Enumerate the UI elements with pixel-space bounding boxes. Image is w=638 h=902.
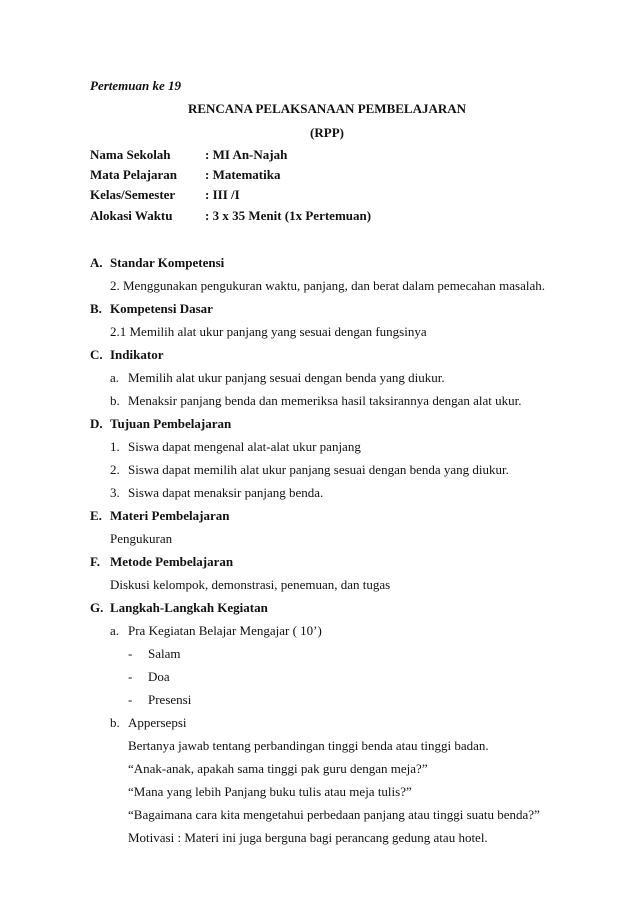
section-g-sub-a-marker: a. (110, 623, 120, 638)
apperception-line: Bertanya jawab tentang perbandingan tinggi benda atau tinggi badan. (128, 738, 489, 753)
section-d-letter: D. (90, 416, 103, 431)
document-subtitle-text: (RPP) (310, 125, 344, 140)
apperception-line: “Mana yang lebih Panjang buku tulis atau meja tulis?” (128, 784, 412, 799)
section-e-title: Materi Pembelajaran (110, 508, 230, 523)
section-f-text: Diskusi kelompok, demonstrasi, penemuan, dan tugas (110, 577, 391, 592)
section-c-item-text: Memilih alat ukur panjang sesuai dengan benda yang diukur. (128, 370, 445, 385)
apperception-line: Motivasi : Materi ini juga berguna bagi perancang gedung atau hotel. (128, 830, 488, 845)
section-d-item-marker: 1. (110, 439, 120, 454)
list-dash: - (128, 692, 133, 707)
info-label-school: Nama Sekolah (90, 147, 171, 162)
section-c-item-marker: b. (110, 393, 120, 408)
section-a-text: 2. Menggunakan pengukuran waktu, panjang, dan berat dalam pemecahan masalah. (110, 278, 545, 293)
section-g-title: Langkah-Langkah Kegiatan (110, 600, 268, 615)
list-item: Presensi (148, 692, 192, 707)
section-c-letter: C. (90, 347, 103, 362)
list-dash: - (128, 646, 133, 661)
info-value-school: : MI An-Najah (205, 147, 288, 162)
section-d-item-text: Siswa dapat mengenal alat-alat ukur panjang (128, 439, 361, 454)
section-b-title: Kompetensi Dasar (110, 301, 213, 316)
section-d-item-text: Siswa dapat menaksir panjang benda. (128, 485, 324, 500)
section-f-letter: F. (90, 554, 100, 569)
section-a-title: Standar Kompetensi (110, 255, 225, 270)
info-value-class: : III /I (205, 187, 240, 202)
section-d-item-text: Siswa dapat memilih alat ukur panjang sesuai dengan benda yang diukur. (128, 462, 509, 477)
section-c-item-text: Menaksir panjang benda dan memeriksa hasil taksirannya dengan alat ukur. (128, 393, 522, 408)
section-b-text: 2.1 Memilih alat ukur panjang yang sesuai dengan fungsinya (110, 324, 427, 339)
info-label-subject: Mata Pelajaran (90, 167, 178, 182)
section-d-item-marker: 3. (110, 485, 120, 500)
document-subtitle (0, 125, 638, 141)
apperception-line: “Bagaimana cara kita mengetahui perbedaan panjang atau tinggi suatu benda?” (128, 807, 540, 822)
section-e-text: Pengukuran (110, 531, 173, 546)
info-label-time: Alokasi Waktu (90, 208, 173, 223)
section-g-letter: G. (90, 600, 104, 615)
section-g-sub-b-marker: b. (110, 715, 120, 730)
meeting-number: Pertemuan ke 19 (90, 78, 181, 93)
section-g-sub-a-text: Pra Kegiatan Belajar Mengajar ( 10’) (128, 623, 322, 638)
section-d-title: Tujuan Pembelajaran (110, 416, 232, 431)
document-title-text: RENCANA PELAKSANAAN PEMBELAJARAN (187, 101, 467, 116)
list-item: Salam (148, 646, 181, 661)
list-item: Doa (148, 669, 170, 684)
section-e-letter: E. (90, 508, 102, 523)
info-label-class: Kelas/Semester (90, 187, 176, 202)
section-b-letter: B. (90, 301, 102, 316)
apperception-line: “Anak-anak, apakah sama tinggi pak guru dengan meja?” (128, 761, 428, 776)
list-dash: - (128, 669, 133, 684)
info-value-time: : 3 x 35 Menit (1x Pertemuan) (205, 208, 372, 223)
section-g-sub-b-text: Appersepsi (128, 715, 187, 730)
info-value-subject: : Matematika (205, 167, 281, 182)
section-c-item-marker: a. (110, 370, 120, 385)
document-title (0, 101, 638, 117)
section-d-item-marker: 2. (110, 462, 120, 477)
section-c-title: Indikator (110, 347, 164, 362)
section-f-title: Metode Pembelajaran (110, 554, 234, 569)
section-a-letter: A. (90, 255, 103, 270)
